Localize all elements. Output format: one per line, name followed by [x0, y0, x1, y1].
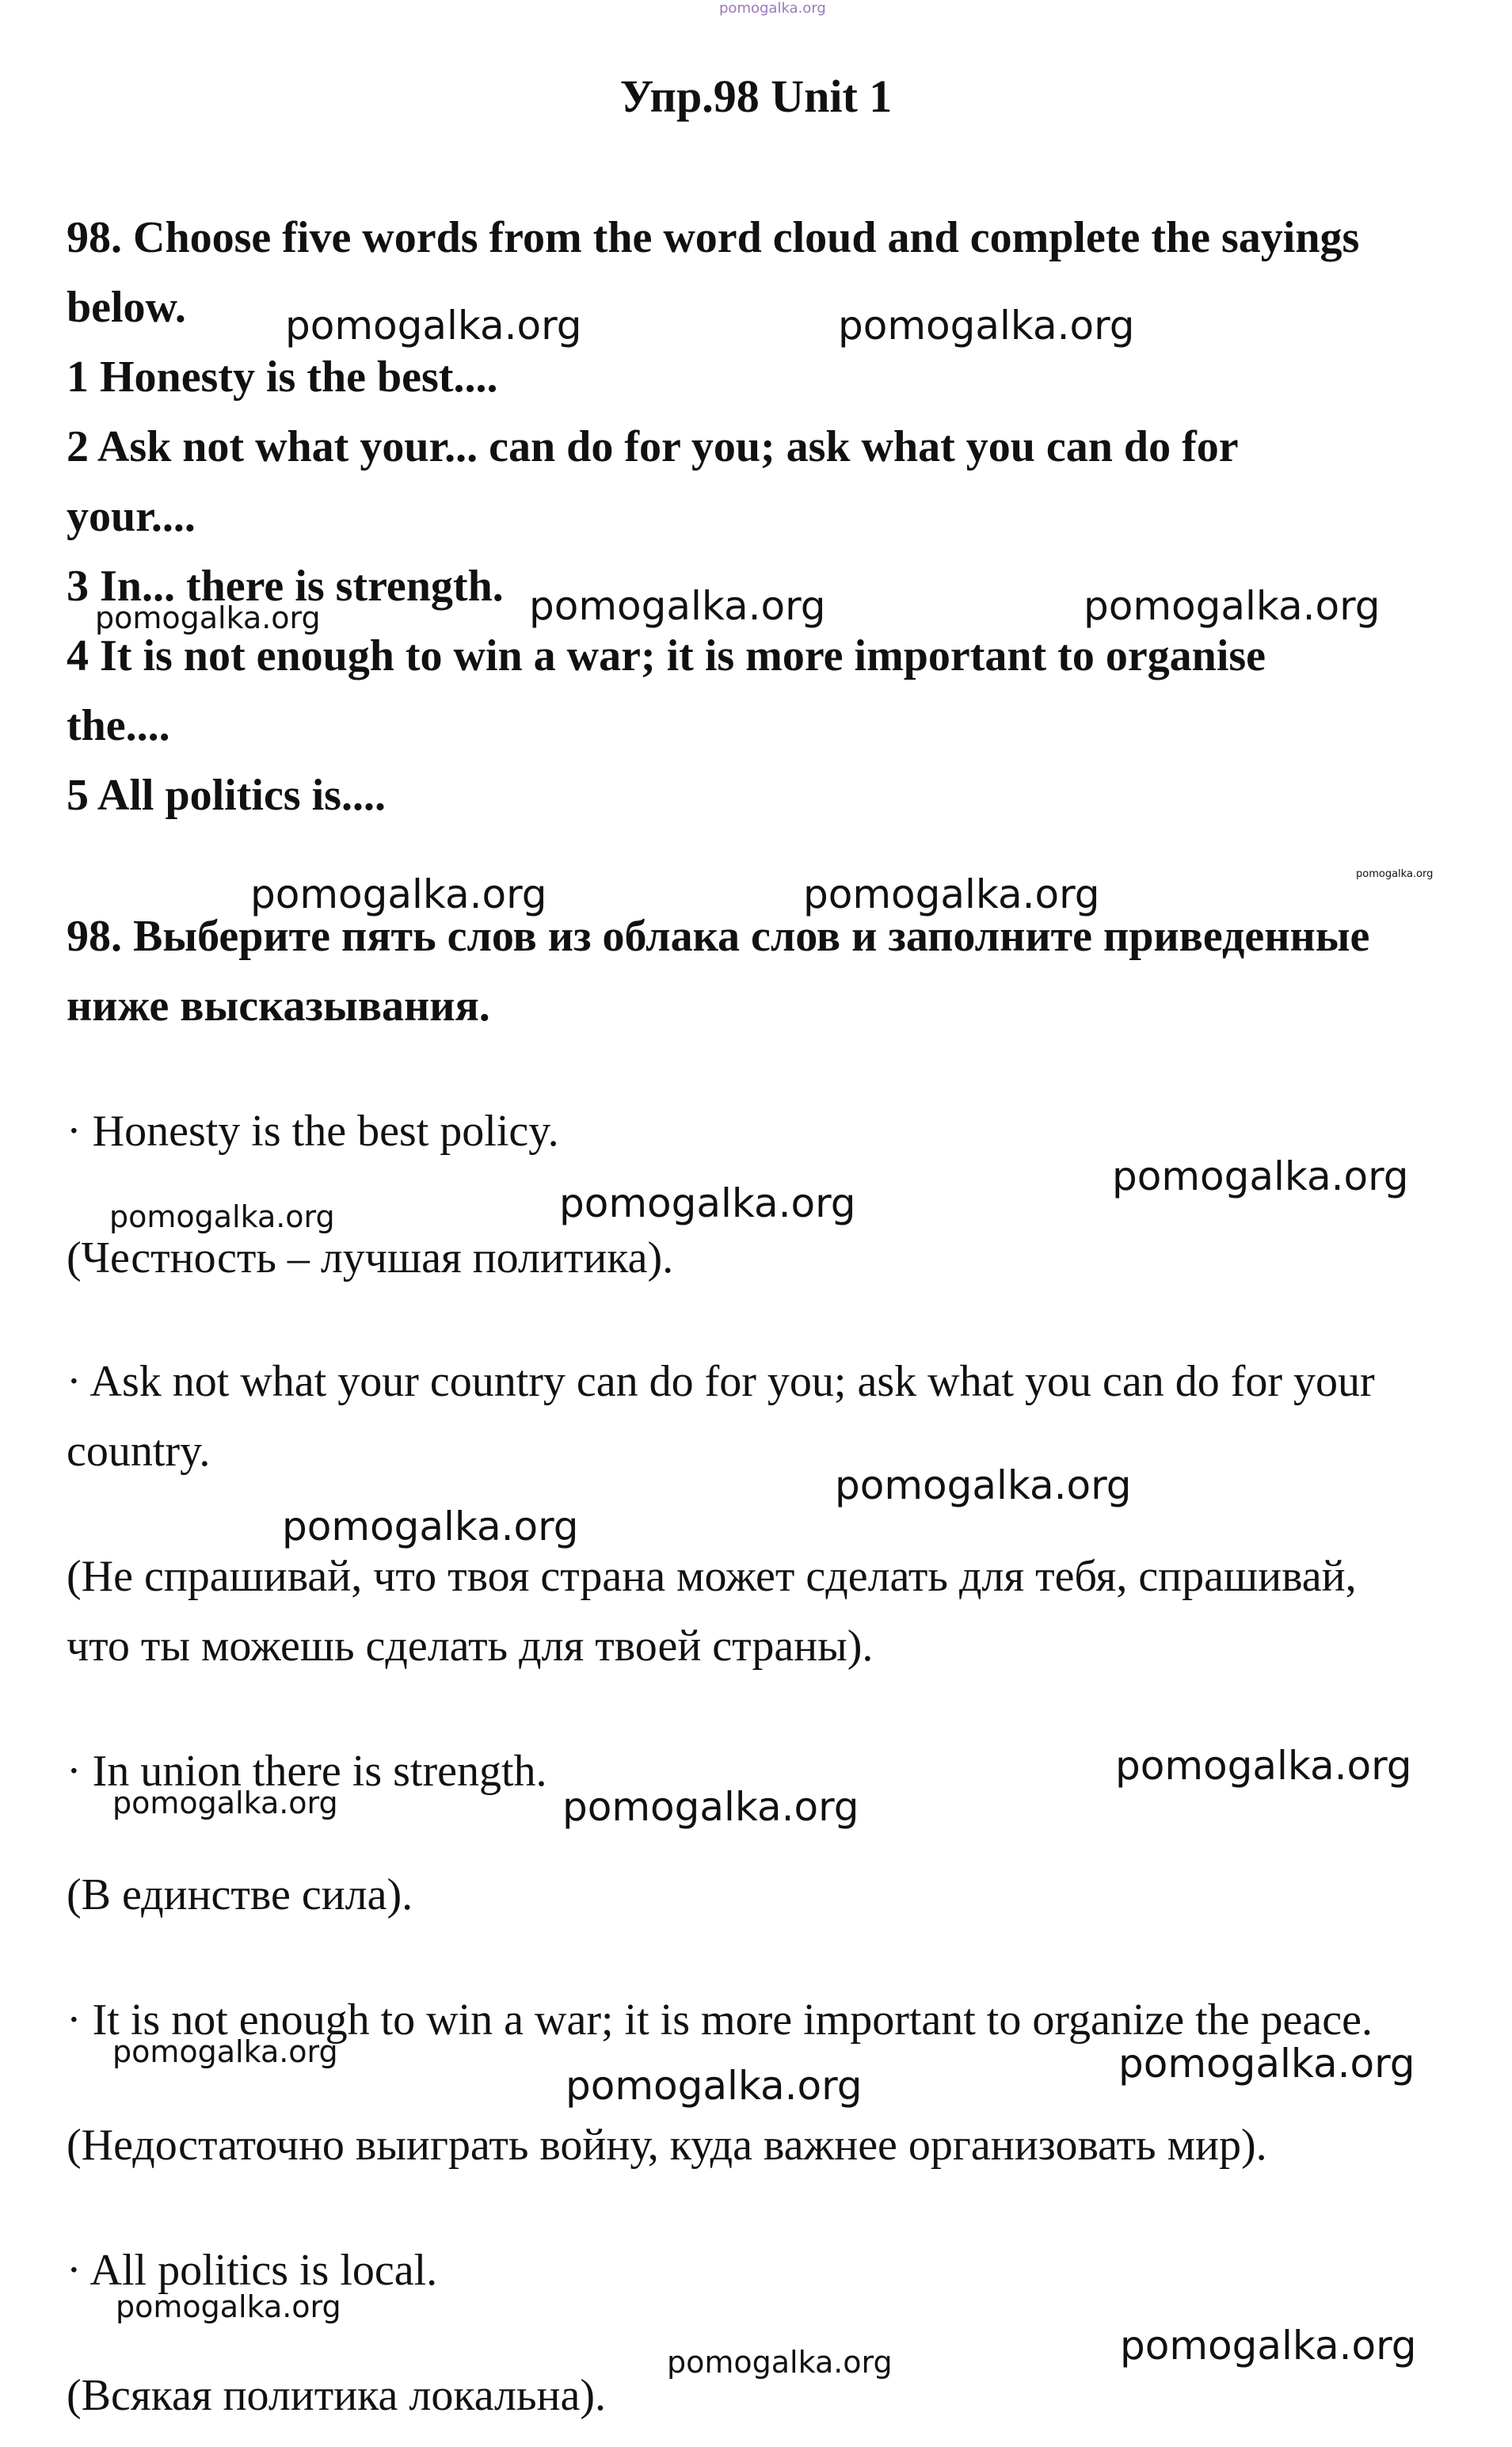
answer-ru: (В единстве сила).	[67, 1870, 413, 1919]
watermark: pomogalka.org	[1115, 1743, 1412, 1789]
watermark: pomogalka.org	[116, 2289, 341, 2324]
task-heading-ru: ниже высказывания.	[67, 981, 490, 1031]
answer-ru: что ты можешь сделать для твоей страны).	[67, 1622, 874, 1671]
watermark: pomogalka.org	[112, 1786, 338, 1820]
watermark: pomogalka.org	[1118, 2041, 1415, 2087]
watermark: pomogalka.org	[285, 303, 582, 349]
answer-en: · Ask not what your country can do for you; ask what you can do for your	[67, 1357, 1375, 1406]
watermark: pomogalka.org	[109, 1199, 335, 1234]
watermark: pomogalka.org	[1084, 583, 1381, 629]
answer-en: country.	[67, 1427, 211, 1476]
watermark: pomogalka.org	[803, 871, 1100, 917]
answer-en: · It is not enough to win a war; it is more important to organize the peace.	[67, 1995, 1373, 2045]
answer-ru: (Не спрашивай, что твоя страна может сделать для тебя, спрашивай,	[67, 1552, 1357, 1601]
watermark: pomogalka.org	[1112, 1153, 1409, 1199]
answer-ru: (Всякая политика локальна).	[67, 2371, 606, 2420]
watermark: pomogalka.org	[667, 2345, 893, 2380]
task-item: your....	[67, 492, 196, 541]
task-item: 5 All politics is....	[67, 771, 386, 820]
task-item: 2 Ask not what your... can do for you; ask what you can do for	[67, 422, 1239, 471]
watermark: pomogalka.org	[559, 1180, 856, 1226]
watermark: pomogalka.org	[1120, 2323, 1417, 2369]
watermark: pomogalka.org	[282, 1504, 579, 1549]
task-item: 1 Honesty is the best....	[67, 353, 498, 402]
answer-en: · Honesty is the best policy.	[67, 1107, 559, 1156]
watermark: pomogalka.org	[566, 2063, 863, 2109]
task-item: 4 It is not enough to win a war; it is more important to organise	[67, 631, 1266, 680]
watermark: pomogalka.org	[719, 0, 826, 17]
answer-ru: (Честность – лучшая политика).	[67, 1233, 674, 1283]
answer-en: · All politics is local.	[67, 2246, 438, 2295]
answer-en: · In union there is strength.	[67, 1747, 547, 1796]
task-heading-en: below.	[67, 283, 186, 332]
answer-ru: (Недостаточно выиграть войну, куда важнее организовать мир).	[67, 2121, 1267, 2170]
watermark: pomogalka.org	[250, 871, 547, 917]
task-item: the....	[67, 701, 170, 750]
watermark: pomogalka.org	[1356, 868, 1434, 880]
page-title: Упр.98 Unit 1	[619, 71, 893, 122]
watermark: pomogalka.org	[529, 583, 826, 629]
watermark: pomogalka.org	[835, 1462, 1132, 1508]
watermark: pomogalka.org	[95, 600, 321, 635]
watermark: pomogalka.org	[562, 1784, 859, 1830]
task-heading-en: 98. Choose five words from the word cloud and complete the sayings	[67, 213, 1360, 262]
watermark: pomogalka.org	[838, 303, 1135, 349]
task-heading-ru: 98. Выберите пять слов из облака слов и заполните приведенные	[67, 912, 1370, 961]
task-item: 3 In... there is strength.	[67, 562, 504, 611]
watermark: pomogalka.org	[112, 2034, 338, 2069]
